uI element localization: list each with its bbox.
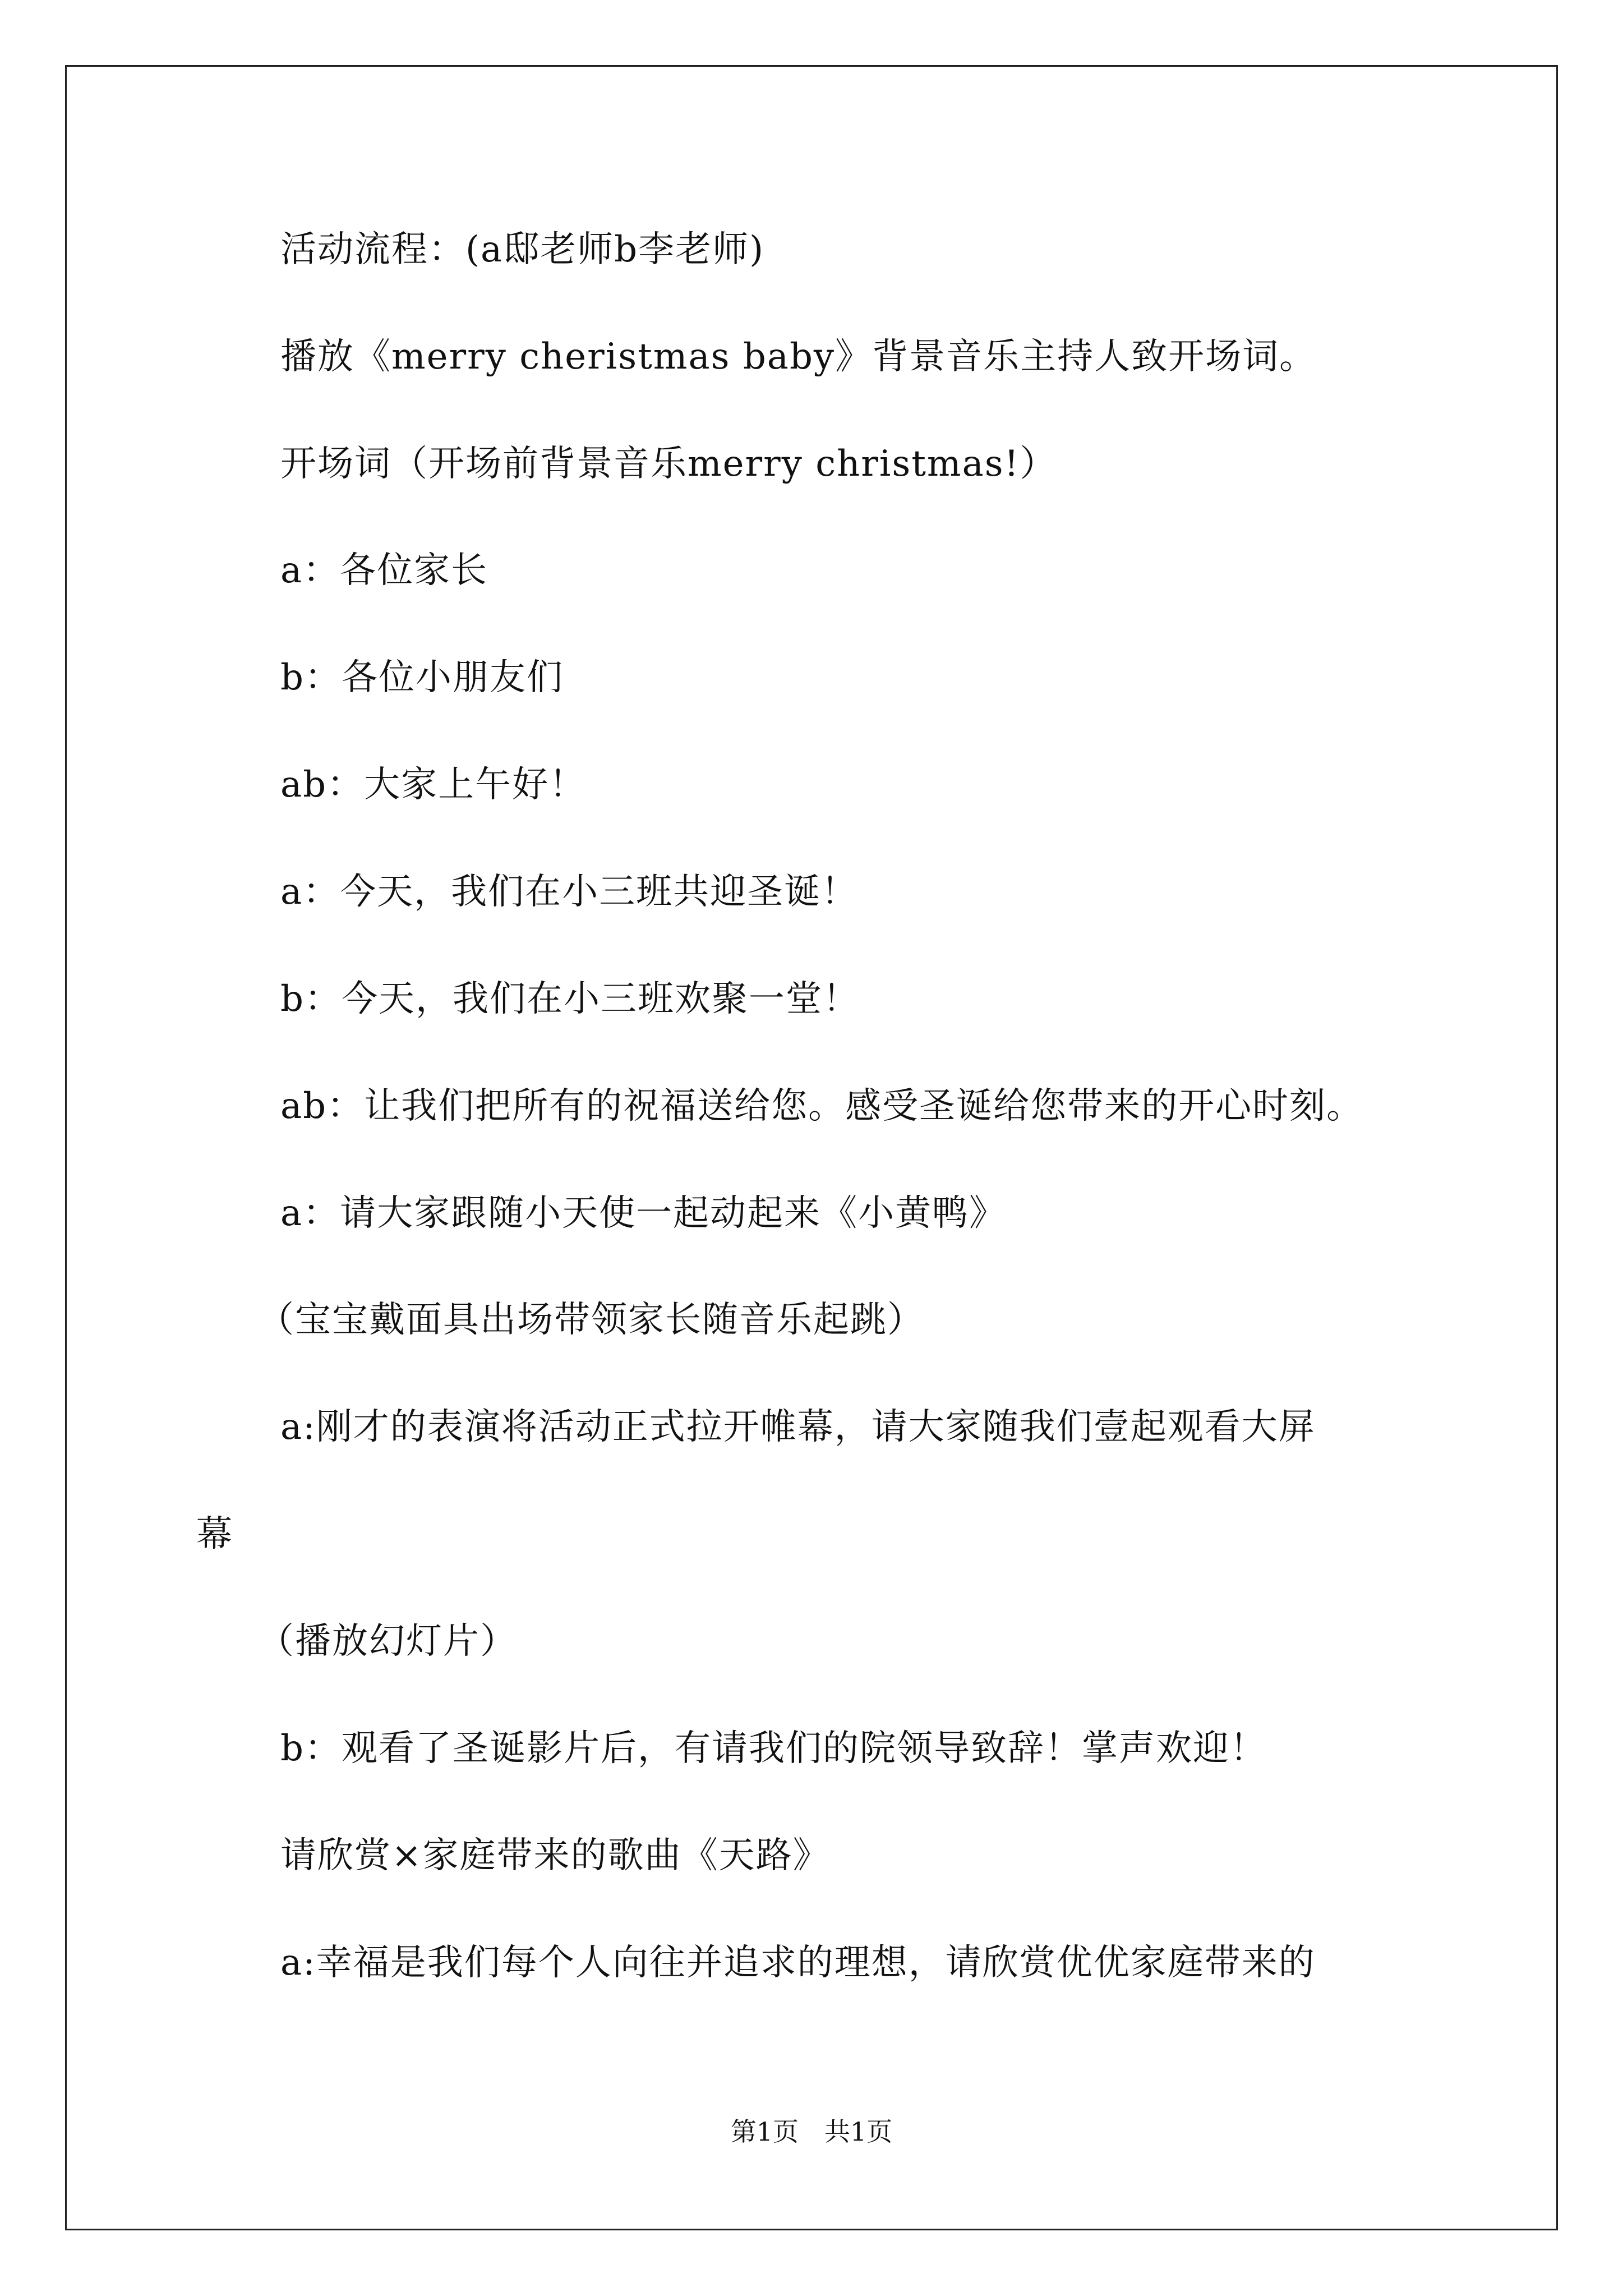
text-line-14: （播放幻灯片） (258, 1621, 517, 1662)
text-line-13: 幕 (196, 1513, 233, 1555)
text-line-17: a:幸福是我们每个人向往并追求的理想，请欣赏优优家庭带来的 (280, 1942, 1316, 1984)
text-line-6: ab：大家上午好！ (280, 764, 587, 806)
text-line-1: 活动流程：(a邸老师b李老师) (280, 229, 765, 270)
text-line-12: a:刚才的表演将活动正式拉开帷幕，请大家随我们壹起观看大屏 (280, 1406, 1316, 1448)
text-line-4: a：各位家长 (280, 550, 488, 591)
text-line-9: ab：让我们把所有的祝福送给您。感受圣诞给您带来的开心时刻。 (280, 1085, 1364, 1127)
page-border (65, 65, 1558, 2230)
text-line-3: 开场词（开场前背景音乐merry christmas!） (280, 443, 1057, 485)
text-line-11: （宝宝戴面具出场带领家长随音乐起跳） (258, 1299, 924, 1341)
text-line-8: b：今天，我们在小三班欢聚一堂！ (280, 978, 860, 1020)
page-number-footer: 第1页 共1页 (730, 2116, 893, 2147)
text-line-16: 请欣赏×家庭带来的歌曲《天路》 (280, 1835, 830, 1876)
text-line-15: b：观看了圣诞影片后，有请我们的院领导致辞！掌声欢迎！ (280, 1728, 1267, 1769)
text-line-10: a：请大家跟随小天使一起动起来《小黄鸭》 (280, 1193, 1007, 1234)
text-line-2: 播放《merry cheristmas baby》背景音乐主持人致开场词。 (280, 336, 1317, 378)
text-line-5: b：各位小朋友们 (280, 657, 564, 698)
text-line-7: a：今天，我们在小三班共迎圣诞！ (280, 871, 859, 913)
